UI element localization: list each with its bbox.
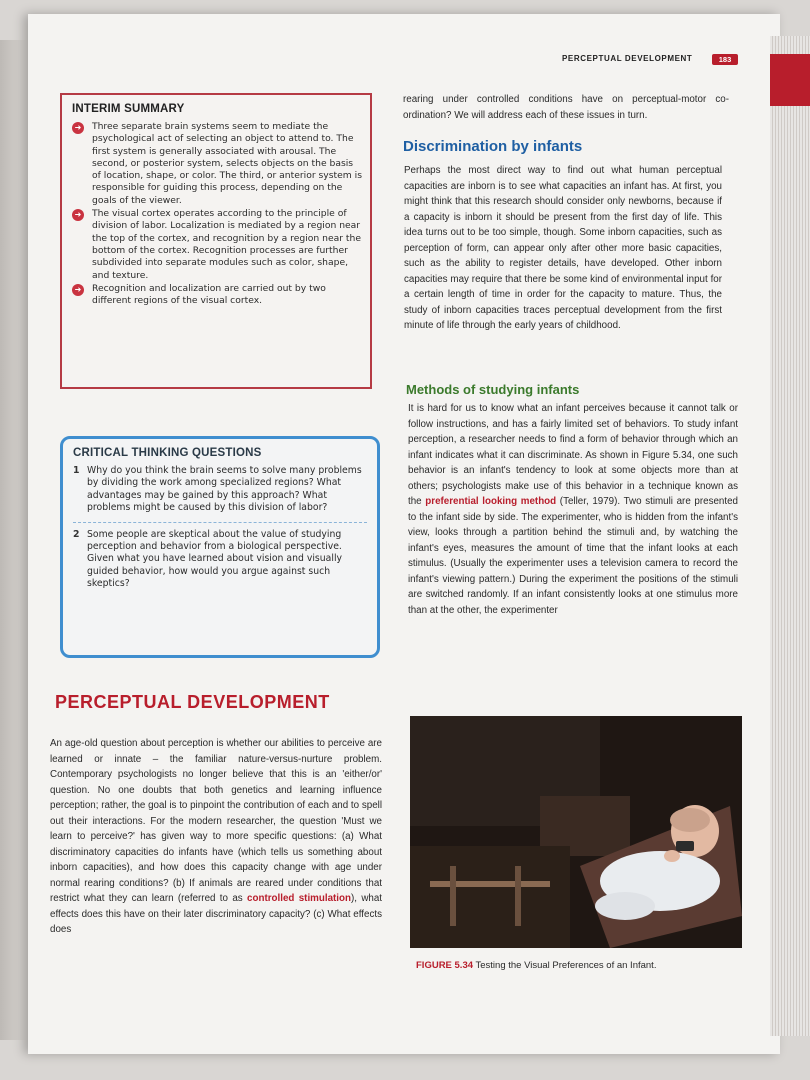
- body-text: An age-old question about perception is whether our abilities to perceive are learned or innate – the familiar nature-versus-nurture problem. Contemporary psychologists no longer believe that this is an 'either/or' question. No one doubts that both genetics and learning influence perception; rather, the goal is to pinpoint the contribution of each and to spell out their interactions. For the modern researcher, the question 'Must we learn to perceive?' has given way to more specific questions: (a) What discriminatory capacities do infants have (which tells us something about inborn capacities), and how does this capacity change with age under normal rearing conditions? (b) If animals are reared under conditions that restrict what they can learn (referred to as: [50, 738, 382, 904]
- key-term: preferential looking method: [425, 496, 557, 507]
- summary-text: Three separate brain systems seem to mediate the psychological act of selecting an object to attend to. The first system is generally associated with arousal. The second, or posterior system, selects objects on the basis of location, shape, or color. The third, or anterior system is responsible for guiding this process, depending on the goals of the viewer.: [92, 121, 362, 206]
- arrow-circle-icon: ➜: [72, 209, 84, 221]
- interim-summary-box: [60, 93, 372, 389]
- caption-text: Testing the Visual Preferences of an Infant.: [475, 960, 657, 971]
- figure-caption: [416, 960, 752, 971]
- list-item: [72, 208, 362, 282]
- interim-summary-title: INTERIM SUMMARY: [72, 103, 185, 115]
- body-paragraph: [50, 736, 382, 938]
- arrow-circle-icon: ➜: [72, 122, 84, 134]
- question-text: Why do you think the brain seems to solve many problems by dividing the work among specialized regions? What advantages may be gained by this approach? What problems might be caused by this division of labor?: [87, 465, 362, 514]
- body-text: (Teller, 1979). Two stimuli are presented to the infant side by side. The experimenter, who is hidden from the infant's view, looks through a partition behind the stimuli and, by watching the infant's eyes, measures the amount of time that the infant looks at each stimulus. (Usually the experimenter uses a television camera to record the infant's viewing pattern.) During the experiment the positions of the stimuli are switched randomly. If an infant consistently looks at one stimulus more than at the other, the experimenter: [408, 496, 738, 616]
- page-edge-tab: [770, 54, 810, 106]
- figure-label: FIGURE 5.34: [416, 960, 474, 971]
- critical-thinking-box: [60, 436, 380, 658]
- question-item: [73, 529, 367, 591]
- infant-photo: [410, 716, 742, 948]
- body-text: ), what effects does this have on their later discriminatory capacity? (c) What effects does: [50, 893, 383, 935]
- body-paragraph: rearing under controlled conditions have on perceptual-motor co-ordination? We will address each of these issues in turn.: [403, 94, 729, 121]
- list-item: [72, 121, 362, 207]
- arrow-circle-icon: ➜: [72, 284, 84, 296]
- body-text: It is hard for us to know what an infant perceives because it cannot talk or follow instructions, and has a fairly limited set of behaviors. To study infant perception, a researcher needs to find a form of behavior through which an infant indicates what it can discriminate. As shown in Figure 5.34, one such behavior is an infant's tendency to look at some objects more than at others; psychologists make use of this behavior in a technique known as the: [408, 403, 738, 507]
- subsubsection-heading: Methods of studying infants: [406, 382, 580, 397]
- summary-text: Recognition and localization are carried out by two different regions of the visual cortex.: [92, 282, 326, 307]
- question-item: [73, 465, 367, 515]
- running-header: PERCEPTUAL DEVELOPMENT: [562, 54, 693, 63]
- section-heading: PERCEPTUAL DEVELOPMENT: [55, 692, 330, 712]
- page-stack-edge: [770, 36, 810, 1036]
- critical-thinking-title: CRITICAL THINKING QUESTIONS: [73, 447, 262, 459]
- summary-text: The visual cortex operates according to the principle of division of labor. Localization is mediated by a region near the top of the cortex, and recognition by a region near the bottom of the cortex. Recognition processes are further subdivided into separate modules such as color, shape, and texture.: [92, 208, 361, 281]
- interim-summary-list: [72, 121, 362, 307]
- infant-photo-illustration: [410, 716, 742, 948]
- page-number: 183: [712, 54, 738, 65]
- question-number: 2: [73, 528, 80, 540]
- key-term: controlled stimulation: [247, 893, 351, 904]
- body-paragraph: [408, 401, 738, 618]
- divider: [73, 522, 367, 523]
- question-text: Some people are skeptical about the value of studying perception and behavior from a biological perspective. Given what you have learned about vision and visually guided behavior, how would you argue against such skeptics?: [87, 528, 343, 590]
- subsection-heading: Discrimination by infants: [403, 138, 583, 155]
- body-paragraph: Perhaps the most direct way to find out what human perceptual capacities are inborn is to see what capacities an infant has. At first, you might think that this research should consider only newborns, because if a capacity is inborn it should be present from the first day of life. This idea turns out to be too simple, though. Some inborn capacities, such as perception of form, can appear only after other more basic capacities, such as the ability to register details, have developed. Other inborn capacities may require that there be some kind of environmental input for a certain length of time in order for the capacity to mature. Thus, the study of inborn capacities traces perceptual development from the first minute of life through the early years of childhood.: [404, 165, 722, 331]
- question-number: 1: [73, 465, 80, 476]
- list-item: [72, 283, 362, 308]
